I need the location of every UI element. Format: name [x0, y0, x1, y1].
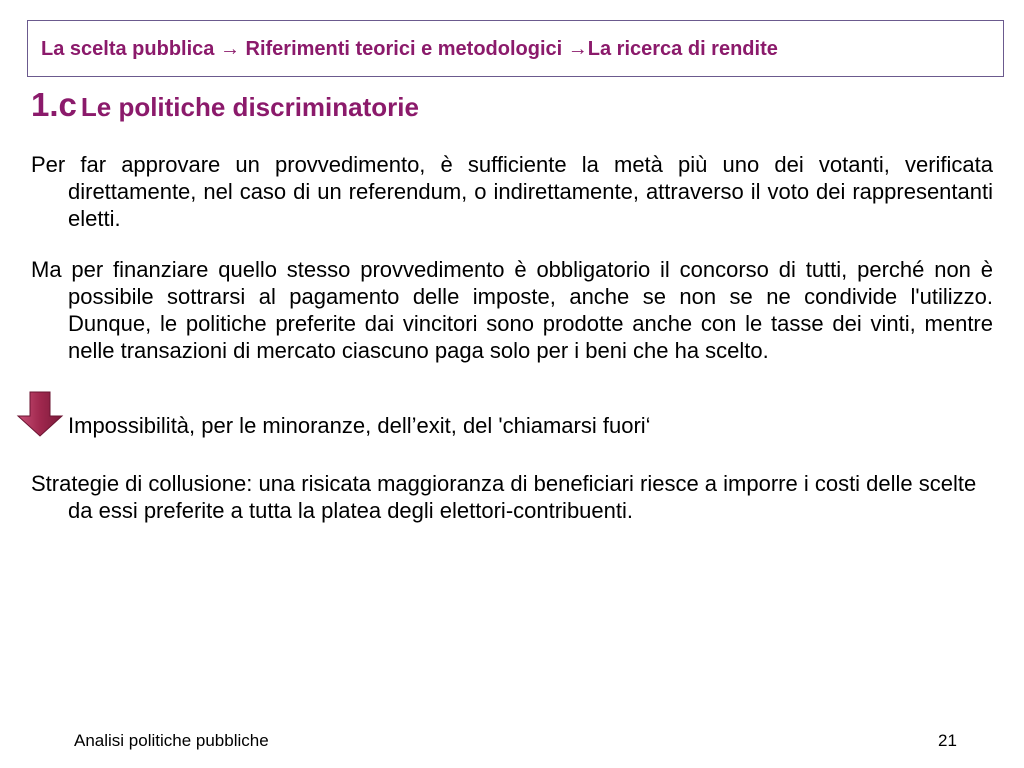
header-breadcrumb-title: La scelta pubblica → Riferimenti teorici e metodologici →La ricerca di rendite — [41, 38, 778, 60]
paragraph-approval: Per far approvare un provvedimento, è sufficiente la metà più uno dei votanti, verificata direttamente, nel caso di un referendum, o indirettamente, attraverso il voto dei rappresentanti eletti. — [31, 152, 993, 231]
down-arrow-icon — [16, 390, 64, 438]
section-heading — [31, 86, 419, 124]
footer-title: Analisi politiche pubbliche — [74, 731, 269, 750]
arrow-callout — [16, 390, 916, 438]
section-title: Le politiche discriminatorie — [80, 92, 419, 122]
arrow-callout-text: Impossibilità, per le minoranze, dell’exit, del 'chiamarsi fuori‘ — [68, 413, 651, 438]
header-box — [27, 20, 1004, 77]
paragraph-collusion: Strategie di collusione: una risicata maggioranza di beneficiari riesce a imporre i costi delle scelte da essi preferite a tutta la platea degli elettori-contribuenti. — [31, 471, 977, 523]
paragraph-financing: Ma per finanziare quello stesso provvedimento è obbligatorio il concorso di tutti, perché non è possibile sottrarsi al pagamento delle imposte, anche se non se ne condivide l'utilizzo. Dunque, le politiche preferite dai vincitori sono prodotte anche con le tasse dei vinti, mentre nelle transazioni di mercato ciascuno paga solo per i beni che ha scelto. — [31, 257, 993, 363]
page-number: 21 — [938, 731, 957, 750]
section-number: 1.c — [31, 86, 77, 123]
